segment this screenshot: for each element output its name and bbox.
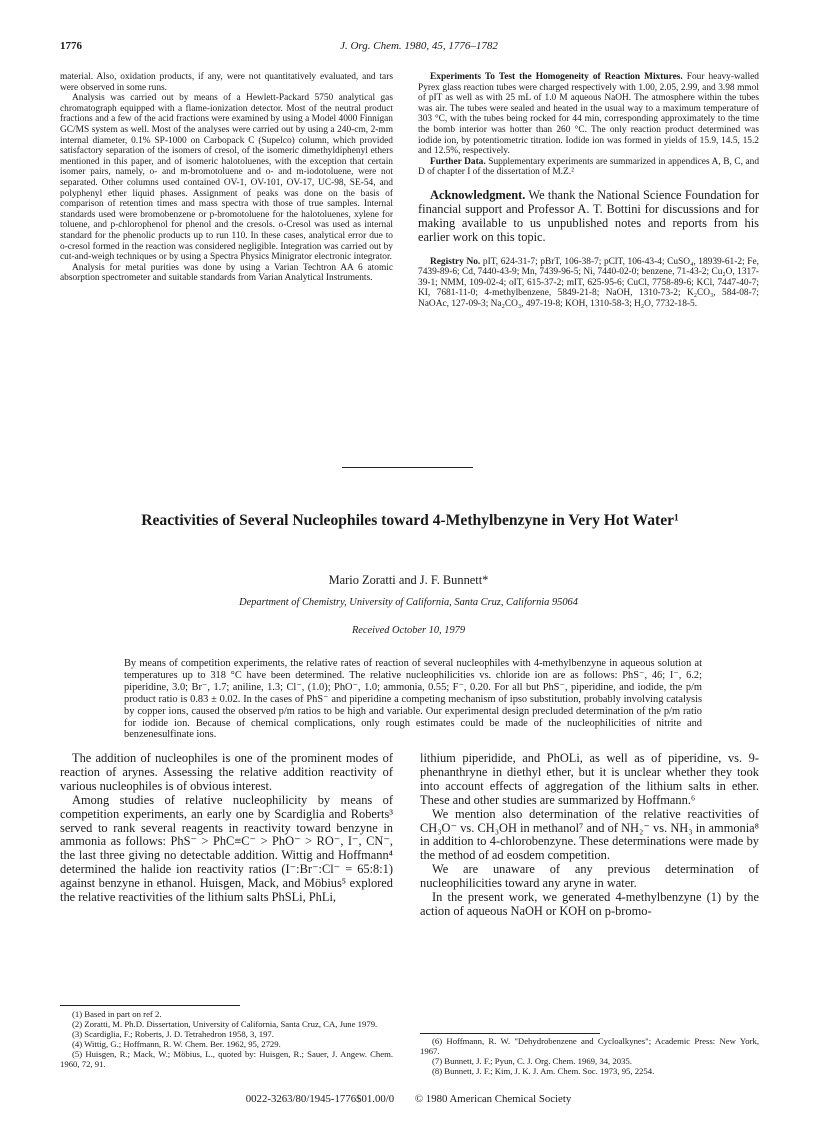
paragraph: material. Also, oxidation products, if any, were not quantitatively evaluated, and tars were observed in some runs. bbox=[60, 72, 393, 93]
acknowledgment-paragraph bbox=[418, 189, 759, 245]
author-affiliation: Department of Chemistry, University of California, Santa Cruz, California 95064 bbox=[239, 597, 578, 608]
article-separator bbox=[342, 467, 473, 468]
registry-heading: Registry No. bbox=[430, 256, 481, 267]
received-date: Received October 10, 1979 bbox=[351, 625, 466, 636]
paragraph: The addition of nucleophiles is one of the prominent modes of reaction of arynes. Assessing the relative addition reactivity of various nucleophiles is of obvious interest. bbox=[60, 751, 393, 793]
page-footer bbox=[0, 1093, 817, 1105]
body-right-column bbox=[420, 752, 759, 919]
registry-text: pIT, 624-31-7; pBrT, 106-38-7; pClT, 106-43-4; CuSO₄, 18939-61-2; Fe, 7439-89-6; Cd, 7440-43-9; Mn, 7439-96-5; Ni, 7440-02-0; benzene, 71-43-2; Cu₂O, 1317-39-1; NMM, 109-02-4; oIT, 615-37-2; mIT, 625-95-6; CuCl, 7758-89-6; KCl, 7447-40-7; KI, 7681-11-0; 4-methylbenzene, 5849-21-8; NaOH, 1310-73-2; K₂CO₃, 584-08-7; NaOAc, 127-09-3; Na₂CO₃, 497-19-8; KOH, 1310-58-3; H₂O, 7732-18-5. bbox=[418, 256, 759, 309]
paragraph: lithium piperidide, and PhOLi, as well as of piperidine, vs. 9-phenanthryne in diethyl ether, but it is unclear whether they took into account effects of aggregation of the lithium salts in ether. These and other studies are summarized by Hoffmann.⁶ bbox=[420, 751, 759, 807]
paragraph: Among studies of relative nucleophilicity by means of competition experiments, an early one by Scardiglia and Roberts³ served to rank several reagents in reactivity toward benzyne in ammonia as follows: PhS⁻ > PhC≡C⁻ > PhO⁻ > RO⁻, I⁻, CN⁻, the last three giving no detectable addition. Wittig and Hoffmann⁴ determined the halide ion reactivity ratios (I⁻:Br⁻:Cl⁻ = 65:8:1) against benzyne in ethanol. Huisgen, Mack, and Möbius⁵ explored the relative reactivities of the lithium salts PhSLi, PhLi, bbox=[60, 792, 393, 905]
prev-article-right-column bbox=[418, 72, 759, 310]
footnote: (5) Huisgen, R.; Mack, W.; Möbius, L., quoted by: Huisgen, R.; Sauer, J. Angew. Chem. 1960, 72, 91. bbox=[60, 1048, 393, 1069]
homogeneity-text: Four heavy-walled Pyrex glass reaction tubes were charged respectively with 1.00, 2.05, 2.99, and 3.98 mmol of pIT as well as with 25 mL of 1.0 M aqueous NaOH. The atmosphere within the tubes was air. The tubes were sealed and heated in the usual way to a maximum temperature of 303 °C, with the tubes being rocked for 44 min, corresponding approximately to the time the bomb interior was hotter than 260 °C. The only reaction product determined was iodide ion, by potentiometric titration. Iodide ion was formed in yields of 15.9, 14.5, 15.2 and 12.5%, respectively. bbox=[418, 72, 759, 157]
footnote-rule bbox=[420, 1033, 600, 1034]
footnote: (4) Wittig, G.; Hoffmann, R. W. Chem. Ber. 1962, 95, 2729. bbox=[72, 1038, 281, 1049]
footnote: (3) Scardiglia, F.; Roberts, J. D. Tetrahedron 1958, 3, 197. bbox=[72, 1028, 274, 1039]
footnote: (7) Bunnett, J. F.; Pyun, C. J. Org. Chem. 1969, 34, 2035. bbox=[432, 1055, 632, 1066]
article-authors: Mario Zoratti and J. F. Bunnett* bbox=[328, 573, 489, 587]
homogeneity-paragraph bbox=[418, 72, 759, 157]
footnote: (1) Based in part on ref 2. bbox=[72, 1009, 162, 1019]
footnote: (2) Zoratti, M. Ph.D. Dissertation, University of California, Santa Cruz, CA, June 1979. bbox=[72, 1018, 378, 1029]
footnote-rule bbox=[60, 1005, 240, 1006]
running-header bbox=[60, 40, 778, 56]
article-code: 0022-3263/80/1945-1776$01.00/0 bbox=[245, 1093, 395, 1105]
footnotes-right bbox=[420, 1037, 759, 1077]
paragraph: Analysis was carried out by means of a Hewlett-Packard 5750 analytical gas chromatograph equipped with a flame-ionization detector. Most of the neutral product fractions and a few of the acid fractions were examined by using a Model 4000 Finnigan GC/MS system as well. Most of the analyses were carried out by using a 240-cm, 2-mm internal diameter, 0.1% SP-1000 on Carbopack C (Supelco) column, which provided satisfactory separation of the isomers of cresol, of the isomeric dimethyldiphenyl ethers mentioned in this paper, and of isomeric halotoluenes, with the exception that certain isomer pairs, namely, o- and m-bromotoluene and o- and m-iodotoluene, were not separated. Other columns used contained OV-1, OV-101, OV-17, UC-98, SE-54, and polyphenyl ether liquid phases. Assignment of peaks was done on the basis of comparison of retention times and mass spectra with those of true samples. Internal standards used were bromobenzene or p-bromotoluene for the halotoluenes, xylene for toluene, and p-chlorophenol for phenol and the cresols. o-Cresol was used as internal standard for the phenolic products up to run 110. In these cases, analytical error due to o-cresol formed in the reaction was considered negligible. Integration was carried out by cut-and-weigh techniques or by using a Spectra Physics Minigrator electronic integrator. bbox=[60, 93, 393, 263]
footnote: (6) Hoffmann, R. W. "Dehydrobenzene and Cycloalkynes"; Academic Press: New York, 1967. bbox=[420, 1036, 759, 1056]
journal-citation: J. Org. Chem. 1980, 45, 1776–1782 bbox=[340, 40, 498, 52]
page-number: 1776 bbox=[60, 40, 82, 52]
paragraph: We mention also determination of the relative reactivities of CH₃O⁻ vs. CH₃OH in methanol⁷ and of NH₂⁻ vs. NH₃ in ammonia⁸ in addition to 4-chlorobenzyne. These determinations were made by the method of ad eosdem competition. bbox=[420, 806, 759, 863]
homogeneity-heading: Experiments To Test the Homogeneity of Reaction Mixtures. bbox=[430, 72, 683, 82]
article-title: Reactivities of Several Nucleophiles toward 4-Methylbenzyne in Very Hot Water¹ bbox=[141, 512, 679, 529]
acknowledgment-text: We thank the National Science Foundation for financial support and Professor A. T. Bottini for discussions and for making available to us unpublished notes and reports from his earlier work on this topic. bbox=[418, 187, 760, 244]
further-data-heading: Further Data. bbox=[430, 156, 486, 167]
footnotes-left bbox=[60, 1010, 393, 1069]
paragraph: In the present work, we generated 4-methylbenzyne (1) by the action of aqueous NaOH or KOH on p-bromo- bbox=[420, 890, 759, 918]
acknowledgment-heading: Acknowledgment. bbox=[430, 187, 526, 202]
registry-paragraph bbox=[418, 257, 759, 310]
abstract: By means of competition experiments, the relative rates of reaction of several nucleophiles with 4-methylbenzyne in aqueous solution at temperatures up to 318 °C have been determined. The relative nucleophilicities vs. chloride ion are as follows: PhS⁻, 46; I⁻, 6.2; piperidine, 3.0; Br⁻, 1.7; aniline, 1.3; Cl⁻, (1.0); PhO⁻, 1.0; ammonia, 0.55; F⁻, 0.20. For all but PhS⁻, piperidine, and iodide, the p/m product ratio is 0.83 ± 0.02. In the cases of PhS⁻ and piperidine a competing mechanism of ipso substitution, probably involving catalysis by copper ions, caused the observed p/m ratios to be high and variable. Our experimental design precluded determination of the p/m ratio for iodide ion. Because of chemical complications, only rough estimates could be made of the nucleophilicities of nitrite and benzenesulfinate ions. bbox=[124, 658, 702, 741]
paragraph: Analysis for metal purities was done by using a Varian Techtron AA 6 atomic absorption spectrometer and suitable standards from Varian Analytical Instruments. bbox=[60, 262, 393, 284]
further-data-paragraph bbox=[418, 157, 759, 178]
copyright: © 1980 American Chemical Society bbox=[414, 1093, 572, 1105]
paragraph: We are unaware of any previous determination of nucleophilicities toward any aryne in water. bbox=[420, 862, 759, 891]
prev-article-left-column bbox=[60, 72, 393, 284]
footnote: (8) Bunnett, J. F.; Kim, J. K. J. Am. Chem. Soc. 1973, 95, 2254. bbox=[432, 1065, 655, 1076]
further-data-text: Supplementary experiments are summarized in appendices A, B, C, and D of chapter I of the dissertation of M.Z.² bbox=[418, 156, 760, 178]
body-left-column bbox=[60, 752, 393, 905]
